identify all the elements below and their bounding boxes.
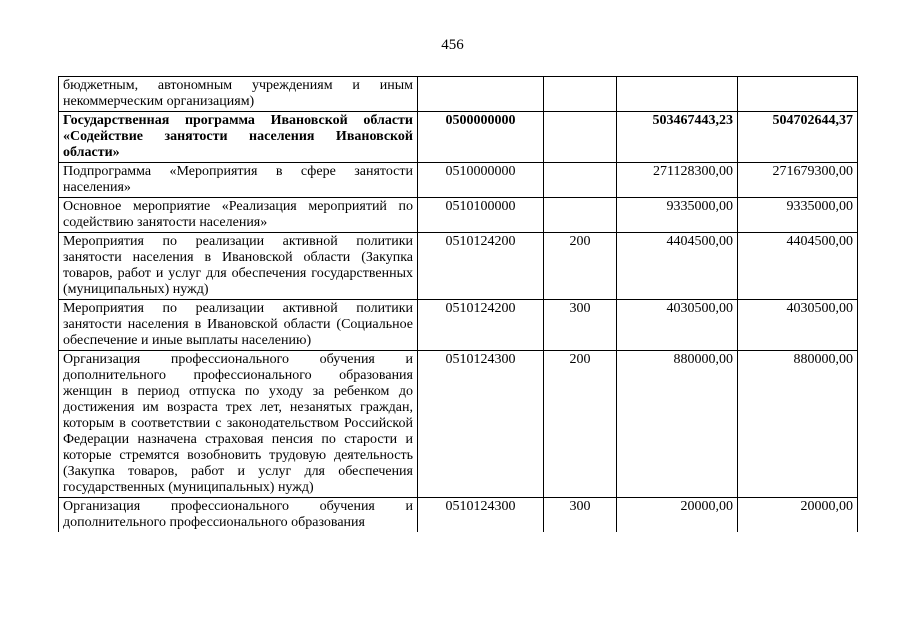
row-target-code: 0510124300 <box>418 498 544 533</box>
row-expense-type: 200 <box>544 233 617 300</box>
row-amount-year1: 880000,00 <box>617 351 738 498</box>
row-target-code: 0510124200 <box>418 300 544 351</box>
row-expense-type: 200 <box>544 351 617 498</box>
table-row <box>59 300 858 351</box>
row-name: Основное мероприятие «Реализация мероприятий по содействию занятости населения» <box>59 198 418 233</box>
table-row <box>59 198 858 233</box>
row-name: бюджетным, автономным учреждениям и иным некоммерческим организациям) <box>59 77 418 112</box>
row-amount-year2: 9335000,00 <box>738 198 858 233</box>
row-target-code: 0510124300 <box>418 351 544 498</box>
table-row <box>59 498 858 533</box>
row-expense-type <box>544 112 617 163</box>
row-amount-year1: 271128300,00 <box>617 163 738 198</box>
row-amount-year1: 4030500,00 <box>617 300 738 351</box>
row-amount-year1: 20000,00 <box>617 498 738 533</box>
row-expense-type <box>544 77 617 112</box>
row-name: Государственная программа Ивановской области «Содействие занятости населения Ивановской области» <box>59 112 418 163</box>
row-amount-year2: 504702644,37 <box>738 112 858 163</box>
row-name: Организация профессионального обучения и дополнительного профессионального образования женщин в период отпуска по уходу за ребенком до достижения им возраста трех лет, незанятых граждан, которым в соответствии с законодательством Российской Федерации назначена страховая пенсия по старости и которые стремятся возобновить трудовую деятельность (Закупка товаров, работ и услуг для обеспечения государственных (муниципальных) нужд) <box>59 351 418 498</box>
row-name: Организация профессионального обучения и дополнительного профессионального образования <box>59 498 418 533</box>
budget-table-body <box>59 77 858 533</box>
row-amount-year1: 4404500,00 <box>617 233 738 300</box>
row-amount-year2: 20000,00 <box>738 498 858 533</box>
table-row <box>59 77 858 112</box>
table-row <box>59 351 858 498</box>
row-amount-year2: 4404500,00 <box>738 233 858 300</box>
budget-table <box>58 76 858 532</box>
row-target-code <box>418 77 544 112</box>
row-amount-year1: 503467443,23 <box>617 112 738 163</box>
row-amount-year1: 9335000,00 <box>617 198 738 233</box>
row-expense-type <box>544 198 617 233</box>
row-target-code: 0510100000 <box>418 198 544 233</box>
row-amount-year2: 271679300,00 <box>738 163 858 198</box>
row-target-code: 0510000000 <box>418 163 544 198</box>
row-target-code: 0510124200 <box>418 233 544 300</box>
table-row <box>59 233 858 300</box>
table-row <box>59 163 858 198</box>
row-amount-year2 <box>738 77 858 112</box>
page-number: 456 <box>441 37 464 53</box>
row-name: Мероприятия по реализации активной политики занятости населения в Ивановской области (Социальное обеспечение и иные выплаты населению) <box>59 300 418 351</box>
row-name: Мероприятия по реализации активной политики занятости населения в Ивановской области (Закупка товаров, работ и услуг для обеспечения государственных (муниципальных) нужд) <box>59 233 418 300</box>
row-name: Подпрограмма «Мероприятия в сфере занятости населения» <box>59 163 418 198</box>
row-expense-type: 300 <box>544 498 617 533</box>
table-row <box>59 112 858 163</box>
row-target-code: 0500000000 <box>418 112 544 163</box>
row-expense-type: 300 <box>544 300 617 351</box>
row-amount-year2: 880000,00 <box>738 351 858 498</box>
row-expense-type <box>544 163 617 198</box>
row-amount-year1 <box>617 77 738 112</box>
row-amount-year2: 4030500,00 <box>738 300 858 351</box>
